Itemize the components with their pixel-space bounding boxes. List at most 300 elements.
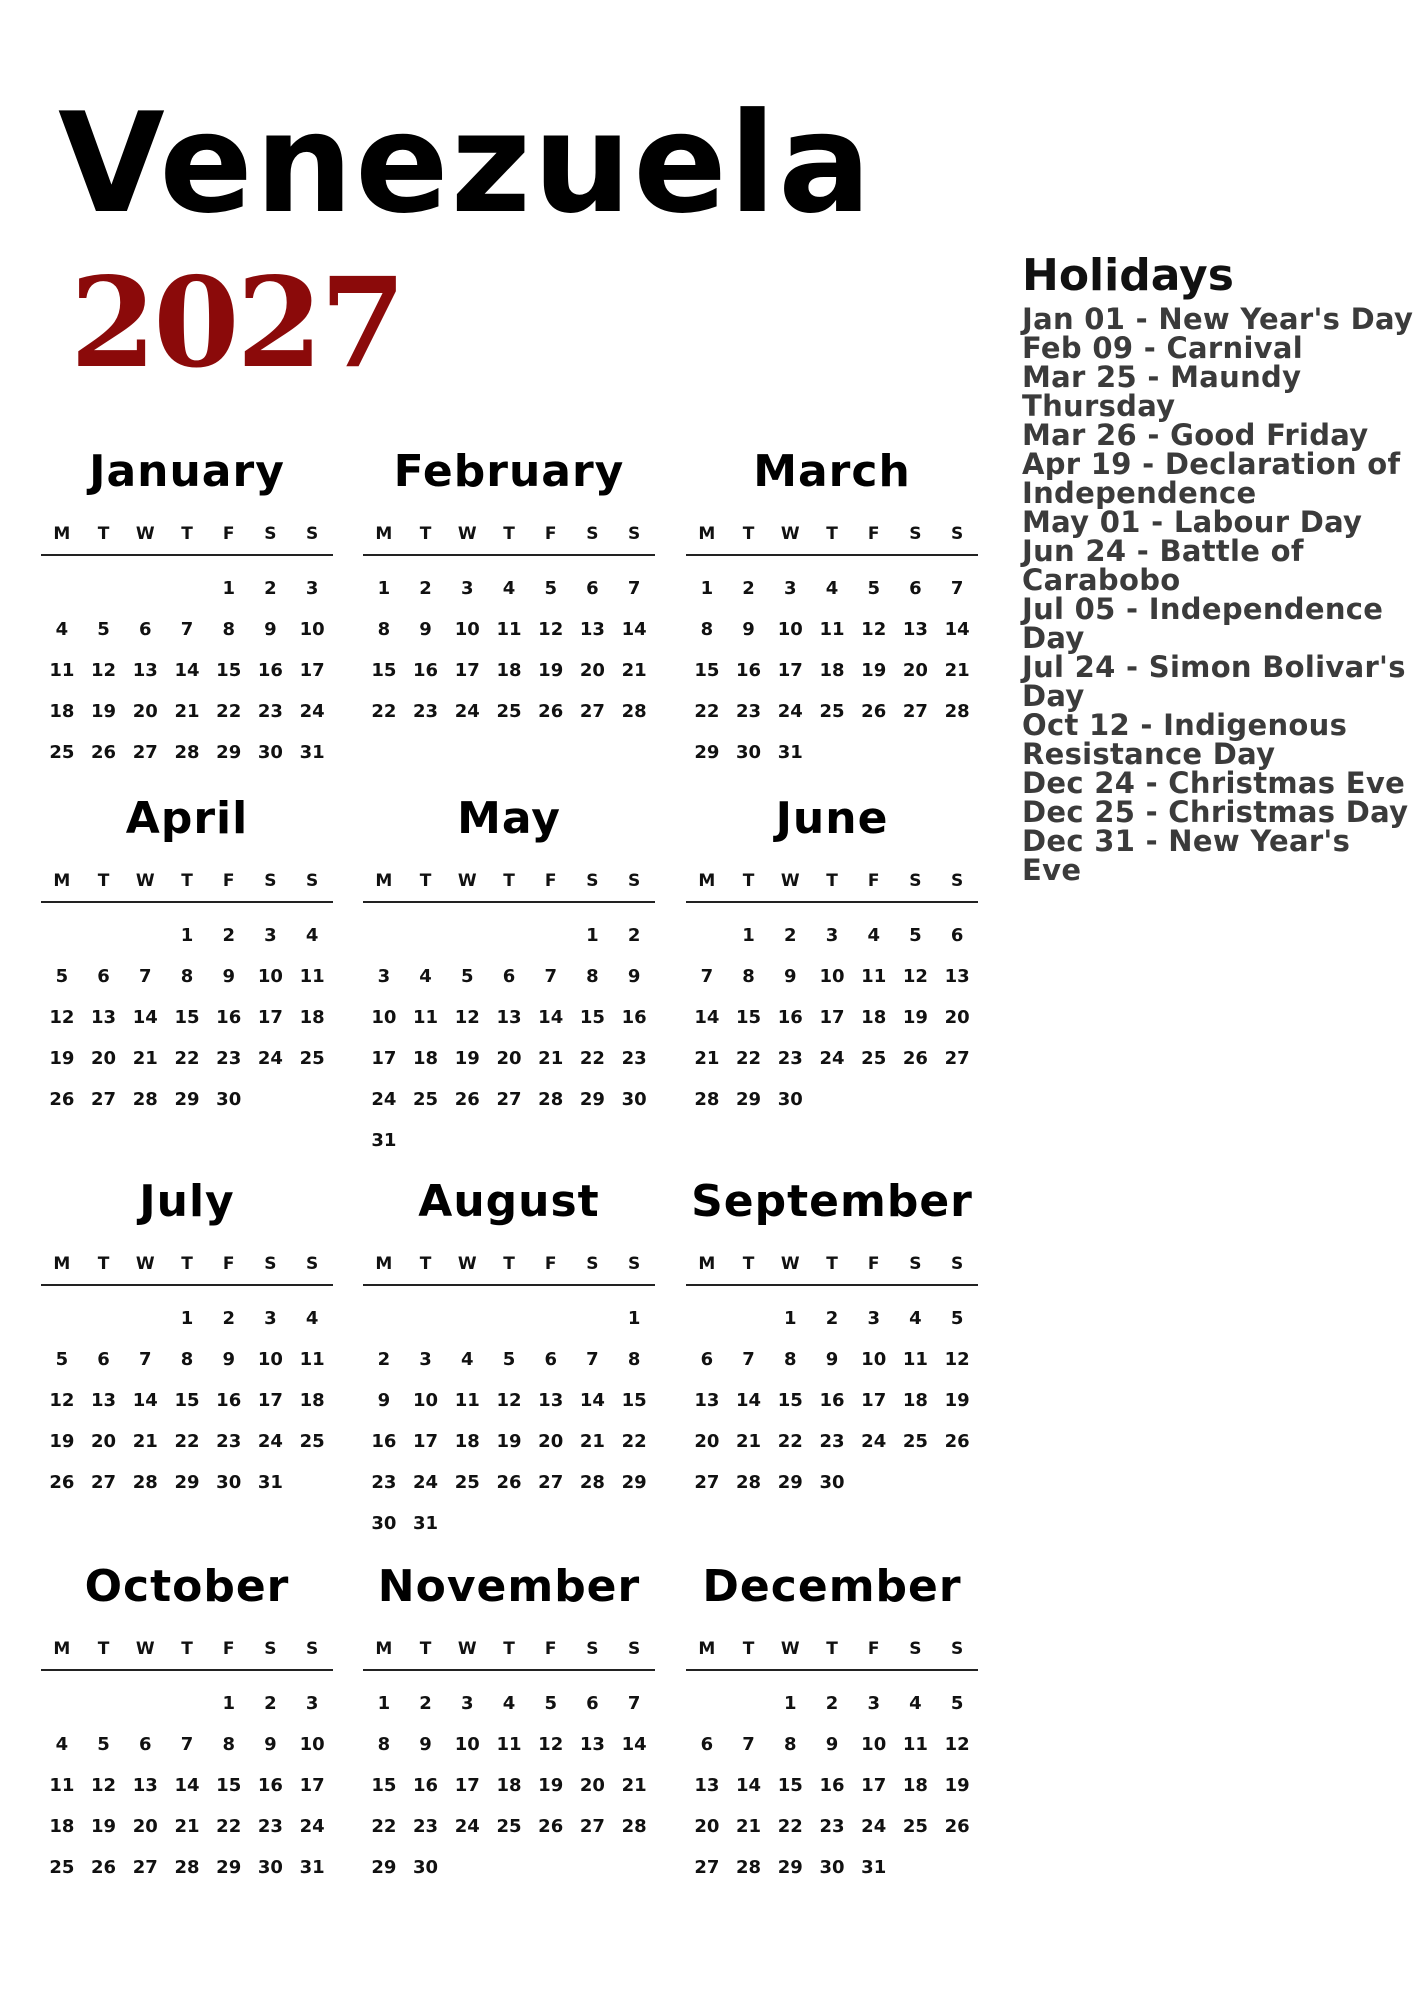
day-cell: 18 [819, 660, 845, 681]
day-cell: 8 [180, 966, 194, 987]
month-april [41, 793, 333, 1120]
day-cell: 15 [371, 660, 397, 681]
day-cell: 27 [91, 1089, 117, 1110]
month-july [41, 1176, 333, 1503]
day-cell: 2 [627, 925, 641, 946]
day-cell: 25 [49, 742, 75, 763]
day-cell: 27 [944, 1048, 970, 1069]
weekday-header [686, 524, 978, 556]
empty-day [41, 915, 83, 956]
day-cell: 18 [902, 1390, 928, 1411]
day-cell: 11 [496, 619, 522, 640]
day-cell: 17 [257, 1007, 283, 1028]
weekday-label: S [628, 871, 641, 891]
day-cell: 3 [264, 925, 277, 946]
day-cell: 5 [909, 925, 922, 946]
weekday-label: M [375, 871, 393, 891]
day-cell: 7 [627, 1693, 641, 1714]
day-cell: 31 [413, 1513, 439, 1534]
day-cell: 18 [49, 701, 75, 722]
holiday-list [1022, 302, 1414, 888]
day-cell: 21 [621, 660, 647, 681]
day-cell: 9 [627, 966, 641, 987]
day-cell: 23 [216, 1048, 242, 1069]
day-cell: 8 [586, 966, 599, 987]
holiday-item: Apr 19 - Declaration of Independence [1022, 447, 1401, 511]
day-cell: 11 [819, 619, 845, 640]
day-cell: 16 [413, 1775, 439, 1796]
day-cell: 8 [784, 1349, 797, 1370]
weekday-label: F [867, 871, 880, 891]
weekday-label: M [698, 871, 716, 891]
holiday-item: Mar 26 - Good Friday [1022, 418, 1369, 453]
day-cell: 9 [825, 1734, 839, 1755]
day-cell: 25 [496, 1816, 522, 1837]
weekday-header [41, 1254, 333, 1286]
weekday-label: S [306, 871, 319, 891]
day-cell: 19 [538, 660, 564, 681]
day-cell: 25 [496, 701, 522, 722]
day-cell: 19 [49, 1048, 75, 1069]
day-cell: 8 [180, 1349, 194, 1370]
day-cell: 24 [454, 701, 480, 722]
day-cell: 2 [419, 1693, 432, 1714]
empty-day [530, 1298, 572, 1339]
weekday-label: M [375, 1639, 393, 1659]
day-cell: 22 [371, 701, 397, 722]
empty-day [83, 1298, 125, 1339]
day-cell: 19 [944, 1390, 970, 1411]
day-cell: 25 [454, 1472, 480, 1493]
day-cell: 6 [950, 925, 964, 946]
day-cell: 29 [174, 1089, 200, 1110]
day-cell: 3 [461, 578, 474, 599]
empty-day [488, 915, 530, 956]
day-cell: 5 [502, 1349, 516, 1370]
day-cell: 26 [49, 1472, 75, 1493]
weekday-header [363, 1639, 655, 1671]
day-cell: 4 [55, 1734, 69, 1755]
day-cell: 14 [621, 1734, 647, 1755]
day-cell: 13 [496, 1007, 522, 1028]
empty-day [686, 915, 728, 956]
day-cell: 27 [694, 1472, 720, 1493]
day-cell: 12 [454, 1007, 480, 1028]
day-cell: 16 [413, 660, 439, 681]
day-cell: 22 [736, 1048, 762, 1069]
days-grid [363, 1298, 655, 1544]
day-cell: 15 [694, 660, 720, 681]
day-cell: 10 [299, 1734, 325, 1755]
day-cell: 12 [861, 619, 887, 640]
day-cell: 8 [742, 966, 755, 987]
day-cell: 13 [91, 1390, 117, 1411]
weekday-label: S [586, 871, 599, 891]
weekday-label: M [53, 1639, 71, 1659]
days-grid [686, 1298, 978, 1503]
day-cell: 14 [621, 619, 647, 640]
weekday-header [686, 871, 978, 903]
day-cell: 31 [777, 742, 803, 763]
day-cell: 19 [861, 660, 887, 681]
day-cell: 26 [944, 1816, 970, 1837]
weekday-label: T [742, 871, 755, 891]
day-cell: 23 [819, 1431, 845, 1452]
day-cell: 3 [377, 966, 391, 987]
month-name: May [457, 793, 561, 844]
weekday-label: S [264, 871, 277, 891]
month-name: April [125, 793, 249, 844]
day-cell: 16 [257, 1775, 283, 1796]
month-name: January [89, 446, 285, 497]
holiday-item: Dec 31 - New Year's Eve [1022, 824, 1351, 888]
day-cell: 10 [454, 1734, 480, 1755]
day-cell: 5 [867, 578, 880, 599]
day-cell: 5 [55, 966, 69, 987]
day-cell: 16 [736, 660, 762, 681]
day-cell: 15 [174, 1007, 200, 1028]
day-cell: 6 [586, 1693, 599, 1714]
day-cell: 15 [216, 1775, 242, 1796]
empty-day [41, 568, 83, 609]
day-cell: 2 [784, 925, 797, 946]
day-cell: 26 [91, 1857, 117, 1878]
day-cell: 1 [784, 1308, 797, 1329]
day-cell: 4 [867, 925, 880, 946]
day-cell: 1 [377, 1693, 391, 1714]
day-cell: 25 [413, 1089, 439, 1110]
day-cell: 9 [264, 619, 277, 640]
weekday-label: S [306, 1639, 319, 1659]
day-cell: 13 [579, 1734, 605, 1755]
day-cell: 13 [132, 660, 158, 681]
day-cell: 12 [91, 660, 117, 681]
empty-day [41, 1298, 83, 1339]
day-cell: 29 [216, 742, 242, 763]
day-cell: 6 [502, 966, 516, 987]
day-cell: 15 [174, 1390, 200, 1411]
month-december [686, 1561, 978, 1888]
holiday-item: Jul 05 - Independence Day [1022, 592, 1384, 656]
day-cell: 18 [902, 1775, 928, 1796]
day-cell: 31 [299, 742, 325, 763]
day-cell: 21 [132, 1048, 158, 1069]
day-cell: 19 [944, 1775, 970, 1796]
day-cell: 28 [621, 1816, 647, 1837]
days-grid [686, 915, 978, 1120]
day-cell: 20 [902, 660, 928, 681]
day-cell: 13 [694, 1775, 720, 1796]
weekday-label: S [909, 524, 922, 544]
day-cell: 18 [496, 1775, 522, 1796]
day-cell: 26 [91, 742, 117, 763]
day-cell: 28 [174, 1857, 200, 1878]
weekday-label: S [628, 1254, 641, 1274]
day-cell: 11 [413, 1007, 439, 1028]
day-cell: 16 [777, 1007, 803, 1028]
day-cell: 20 [132, 1816, 158, 1837]
day-cell: 29 [694, 742, 720, 763]
day-cell: 28 [174, 742, 200, 763]
weekday-label: T [181, 1639, 193, 1659]
empty-day [124, 568, 166, 609]
day-cell: 26 [454, 1089, 480, 1110]
day-cell: 17 [861, 1390, 887, 1411]
day-cell: 24 [299, 1816, 325, 1837]
weekday-label: S [586, 524, 599, 544]
month-name: March [753, 446, 911, 497]
weekday-label: S [628, 524, 641, 544]
days-grid [686, 1683, 978, 1888]
day-cell: 27 [579, 701, 605, 722]
day-cell: 24 [257, 1431, 283, 1452]
empty-day [166, 568, 208, 609]
month-may [363, 793, 655, 1161]
weekday-label: M [698, 1254, 716, 1274]
day-cell: 7 [180, 1734, 194, 1755]
day-cell: 11 [902, 1734, 928, 1755]
day-cell: 25 [819, 701, 845, 722]
day-cell: 18 [49, 1816, 75, 1837]
day-cell: 6 [700, 1734, 714, 1755]
day-cell: 10 [257, 1349, 283, 1370]
empty-day [83, 1683, 125, 1724]
day-cell: 13 [944, 966, 970, 987]
day-cell: 25 [299, 1431, 325, 1452]
day-cell: 30 [371, 1513, 397, 1534]
day-cell: 11 [902, 1349, 928, 1370]
holiday-item: Dec 25 - Christmas Day [1022, 795, 1409, 830]
day-cell: 6 [97, 966, 110, 987]
day-cell: 16 [216, 1390, 242, 1411]
days-grid [363, 915, 655, 1161]
day-cell: 20 [579, 660, 605, 681]
weekday-label: T [419, 1639, 432, 1659]
holiday-item: Feb 09 - Carnival [1022, 331, 1303, 366]
day-cell: 12 [49, 1390, 75, 1411]
day-cell: 20 [91, 1048, 117, 1069]
weekday-label: T [826, 871, 838, 891]
day-cell: 6 [139, 1734, 152, 1755]
day-cell: 22 [579, 1048, 605, 1069]
weekday-label: M [53, 524, 71, 544]
day-cell: 29 [371, 1857, 397, 1878]
day-cell: 23 [736, 701, 762, 722]
day-cell: 10 [413, 1390, 439, 1411]
day-cell: 30 [819, 1472, 845, 1493]
day-cell: 3 [784, 578, 797, 599]
day-cell: 21 [736, 1816, 762, 1837]
day-cell: 25 [902, 1816, 928, 1837]
day-cell: 7 [139, 966, 152, 987]
holiday-item: May 01 - Labour Day [1022, 505, 1363, 540]
day-cell: 6 [586, 578, 599, 599]
day-cell: 19 [91, 1816, 117, 1837]
weekday-label: W [457, 1639, 477, 1659]
day-cell: 15 [216, 660, 242, 681]
day-cell: 13 [132, 1775, 158, 1796]
day-cell: 26 [49, 1089, 75, 1110]
day-cell: 27 [132, 742, 158, 763]
day-cell: 22 [216, 1816, 242, 1837]
day-cell: 28 [621, 701, 647, 722]
day-cell: 7 [139, 1349, 152, 1370]
day-cell: 9 [264, 1734, 277, 1755]
weekday-label: F [867, 524, 880, 544]
day-cell: 23 [413, 1816, 439, 1837]
day-cell: 30 [257, 1857, 283, 1878]
weekday-header [41, 871, 333, 903]
day-cell: 18 [454, 1431, 480, 1452]
day-cell: 6 [700, 1349, 714, 1370]
day-cell: 25 [49, 1857, 75, 1878]
weekday-label: M [53, 871, 71, 891]
day-cell: 20 [496, 1048, 522, 1069]
day-cell: 1 [700, 578, 714, 599]
weekday-label: W [135, 1254, 155, 1274]
day-cell: 6 [909, 578, 922, 599]
day-cell: 15 [579, 1007, 605, 1028]
day-cell: 21 [174, 1816, 200, 1837]
weekday-header [363, 524, 655, 556]
weekday-label: M [375, 524, 393, 544]
day-cell: 20 [579, 1775, 605, 1796]
day-cell: 5 [97, 619, 110, 640]
weekday-label: T [419, 871, 432, 891]
empty-day [363, 915, 405, 956]
day-cell: 29 [777, 1472, 803, 1493]
day-cell: 12 [944, 1349, 970, 1370]
day-cell: 3 [825, 925, 839, 946]
weekday-label: S [951, 1254, 964, 1274]
weekday-label: S [951, 524, 964, 544]
weekday-label: T [97, 1254, 110, 1274]
weekday-label: F [222, 1639, 235, 1659]
day-cell: 1 [586, 925, 599, 946]
day-cell: 17 [454, 660, 480, 681]
day-cell: 3 [305, 1693, 319, 1714]
day-cell: 28 [694, 1089, 720, 1110]
weekday-label: F [222, 524, 235, 544]
day-cell: 15 [777, 1390, 803, 1411]
weekday-label: F [222, 871, 235, 891]
weekday-label: T [181, 1254, 193, 1274]
day-cell: 4 [502, 1693, 516, 1714]
weekday-label: W [135, 524, 155, 544]
weekday-label: W [780, 524, 800, 544]
day-cell: 19 [496, 1431, 522, 1452]
empty-day [83, 568, 125, 609]
day-cell: 9 [825, 1349, 839, 1370]
empty-day [686, 1683, 728, 1724]
weekday-label: T [97, 1639, 110, 1659]
month-september [686, 1176, 978, 1503]
day-cell: 9 [742, 619, 755, 640]
day-cell: 31 [299, 1857, 325, 1878]
day-cell: 1 [180, 925, 194, 946]
weekday-label: T [826, 1254, 838, 1274]
day-cell: 22 [174, 1048, 200, 1069]
day-cell: 30 [257, 742, 283, 763]
weekday-label: S [951, 871, 964, 891]
day-cell: 21 [132, 1431, 158, 1452]
day-cell: 11 [454, 1390, 480, 1411]
day-cell: 13 [694, 1390, 720, 1411]
day-cell: 26 [861, 701, 887, 722]
day-cell: 29 [174, 1472, 200, 1493]
weekday-label: T [181, 524, 193, 544]
empty-day [446, 1298, 488, 1339]
day-cell: 8 [222, 619, 235, 640]
day-cell: 24 [861, 1816, 887, 1837]
day-cell: 9 [222, 1349, 235, 1370]
weekday-label: T [97, 524, 110, 544]
day-cell: 27 [496, 1089, 522, 1110]
day-cell: 12 [902, 966, 928, 987]
day-cell: 31 [371, 1130, 397, 1151]
weekday-label: M [698, 1639, 716, 1659]
day-cell: 23 [216, 1431, 242, 1452]
day-cell: 20 [694, 1816, 720, 1837]
day-cell: 28 [538, 1089, 564, 1110]
weekday-label: W [135, 871, 155, 891]
day-cell: 17 [299, 1775, 325, 1796]
day-cell: 1 [222, 578, 235, 599]
day-cell: 13 [579, 619, 605, 640]
day-cell: 11 [49, 1775, 75, 1796]
weekday-label: T [826, 524, 838, 544]
day-cell: 30 [621, 1089, 647, 1110]
empty-day [166, 1683, 208, 1724]
day-cell: 18 [861, 1007, 887, 1028]
holiday-item: Jan 01 - New Year's Day [1022, 302, 1414, 337]
day-cell: 13 [538, 1390, 564, 1411]
weekday-header [363, 1254, 655, 1286]
month-february [363, 446, 655, 732]
day-cell: 17 [777, 660, 803, 681]
day-cell: 4 [502, 578, 516, 599]
month-name: June [775, 793, 889, 844]
weekday-label: S [628, 1639, 641, 1659]
day-cell: 22 [216, 701, 242, 722]
day-cell: 13 [902, 619, 928, 640]
day-cell: 19 [902, 1007, 928, 1028]
day-cell: 27 [538, 1472, 564, 1493]
days-grid [363, 1683, 655, 1888]
day-cell: 23 [621, 1048, 647, 1069]
day-cell: 31 [257, 1472, 283, 1493]
weekday-label: T [742, 524, 755, 544]
day-cell: 29 [216, 1857, 242, 1878]
day-cell: 6 [139, 619, 152, 640]
day-cell: 12 [538, 1734, 564, 1755]
month-october [41, 1561, 333, 1888]
day-cell: 1 [222, 1693, 235, 1714]
weekday-label: T [97, 871, 110, 891]
empty-day [83, 915, 125, 956]
weekday-label: W [780, 1254, 800, 1274]
day-cell: 21 [621, 1775, 647, 1796]
day-cell: 14 [736, 1775, 762, 1796]
day-cell: 24 [299, 701, 325, 722]
day-cell: 23 [257, 701, 283, 722]
holiday-item: Mar 25 - Maundy Thursday [1022, 360, 1302, 424]
day-cell: 24 [371, 1089, 397, 1110]
day-cell: 16 [257, 660, 283, 681]
day-cell: 15 [621, 1390, 647, 1411]
day-cell: 12 [944, 1734, 970, 1755]
day-cell: 12 [49, 1007, 75, 1028]
